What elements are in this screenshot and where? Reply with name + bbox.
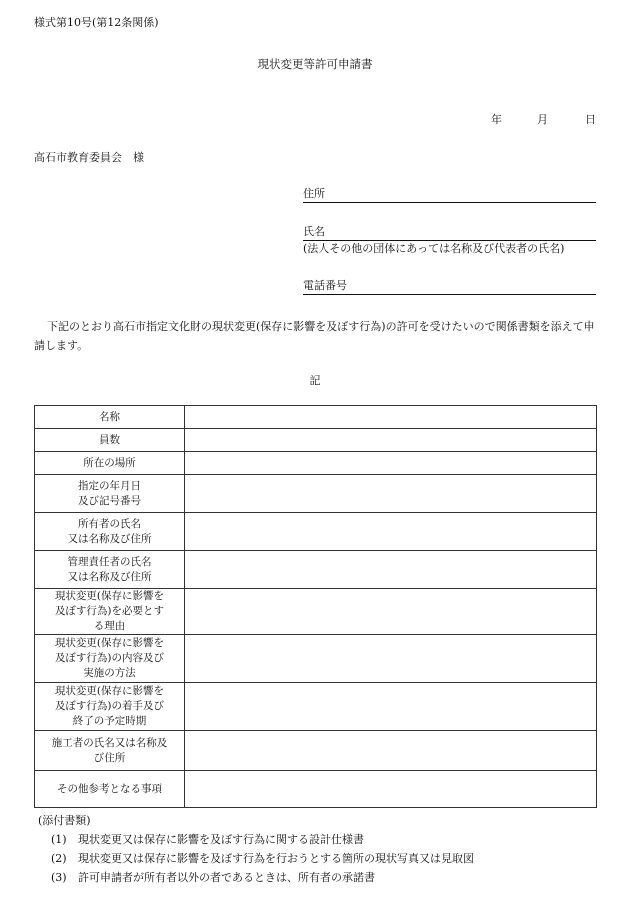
name-label: 氏名 bbox=[303, 225, 325, 238]
row-label-line: 名称 bbox=[99, 410, 120, 423]
row-value-field[interactable] bbox=[185, 771, 597, 808]
date-month-label: 月 bbox=[537, 113, 548, 126]
table-row bbox=[35, 551, 597, 589]
row-label-line: 現状変更(保存に影響を bbox=[54, 590, 165, 602]
table-row bbox=[35, 406, 597, 429]
page-title: 現状変更等許可申請書 bbox=[257, 57, 373, 71]
table-row bbox=[35, 683, 597, 731]
attachment-item bbox=[51, 850, 474, 866]
addressee: 高石市教育委員会 様 bbox=[34, 151, 144, 164]
row-label bbox=[35, 683, 185, 731]
address-label: 住所 bbox=[303, 187, 325, 200]
row-label-line: 施工者の氏名又は名称及 bbox=[51, 736, 168, 749]
row-label-line: る理由 bbox=[93, 620, 126, 632]
name-note: (法人その他の団体にあっては名称及び代表者の氏名) bbox=[303, 242, 565, 255]
row-value-field[interactable] bbox=[185, 406, 597, 429]
ki-heading: 記 bbox=[309, 374, 321, 387]
row-label-line: 又は名称及び住所 bbox=[67, 532, 152, 545]
row-value-field[interactable] bbox=[185, 429, 597, 452]
attachment-number: (1) bbox=[51, 833, 67, 846]
row-label bbox=[35, 406, 185, 429]
name-field[interactable] bbox=[303, 223, 596, 241]
attachment-item bbox=[51, 869, 375, 885]
row-label-line: 終了の予定時期 bbox=[72, 715, 147, 727]
table-row bbox=[35, 635, 597, 683]
row-label bbox=[35, 589, 185, 635]
table-row bbox=[35, 475, 597, 513]
attachment-text: 許可申請者が所有者以外の者であるときは、所有者の承諾書 bbox=[78, 871, 375, 884]
row-label bbox=[35, 429, 185, 452]
row-label-line: 及び記号番号 bbox=[78, 494, 141, 507]
row-label-line: 現状変更(保存に影響を bbox=[54, 637, 165, 649]
row-label-line: 所有者の氏名 bbox=[78, 517, 141, 530]
date-day-label: 日 bbox=[585, 113, 596, 126]
row-label bbox=[35, 635, 185, 683]
table-row bbox=[35, 452, 597, 475]
row-value-field[interactable] bbox=[185, 513, 597, 551]
phone-label: 電話番号 bbox=[303, 279, 347, 292]
attachment-text: 現状変更又は保存に影響を及ぼす行為を行おうとする箇所の現状写真又は見取図 bbox=[78, 852, 474, 865]
application-table bbox=[34, 405, 597, 808]
attachment-item bbox=[51, 831, 364, 847]
row-value-field[interactable] bbox=[185, 452, 597, 475]
row-label-line: び住所 bbox=[93, 751, 126, 764]
row-value-field[interactable] bbox=[185, 475, 597, 513]
row-value-field[interactable] bbox=[185, 635, 597, 683]
row-label-line: 指定の年月日 bbox=[78, 479, 141, 492]
table-row bbox=[35, 731, 597, 771]
row-label-line: 及ぼす行為)の着手及び bbox=[54, 700, 165, 712]
table-row bbox=[35, 429, 597, 452]
row-label bbox=[35, 475, 185, 513]
row-label bbox=[35, 551, 185, 589]
row-label bbox=[35, 452, 185, 475]
row-value-field[interactable] bbox=[185, 683, 597, 731]
row-label-line: その他参考となる事項 bbox=[57, 782, 162, 795]
row-label-line: 現状変更(保存に影響を bbox=[54, 685, 165, 697]
table-row bbox=[35, 771, 597, 808]
attachment-number: (2) bbox=[51, 852, 67, 865]
date-year-label: 年 bbox=[491, 113, 502, 126]
table-row bbox=[35, 589, 597, 635]
row-label-line: 管理責任者の氏名 bbox=[67, 555, 152, 568]
form-number: 様式第10号(第12条関係) bbox=[34, 16, 159, 29]
row-value-field[interactable] bbox=[185, 551, 597, 589]
table-row bbox=[35, 513, 597, 551]
row-label bbox=[35, 731, 185, 771]
address-field[interactable] bbox=[303, 185, 596, 203]
row-label-line: 員数 bbox=[99, 433, 120, 446]
row-label-line: 及ぼす行為)を必要とす bbox=[54, 605, 165, 617]
row-value-field[interactable] bbox=[185, 731, 597, 771]
row-label-line: 実施の方法 bbox=[83, 667, 136, 679]
attachments-title: (添付書類) bbox=[38, 814, 91, 827]
row-label bbox=[35, 771, 185, 808]
row-label-line: 所在の場所 bbox=[83, 456, 136, 469]
row-label-line: 又は名称及び住所 bbox=[67, 570, 152, 583]
row-value-field[interactable] bbox=[185, 589, 597, 635]
attachment-text: 現状変更又は保存に影響を及ぼす行為に関する設計仕様書 bbox=[78, 833, 364, 846]
row-label-line: 及ぼす行為)の内容及び bbox=[54, 652, 165, 664]
attachment-number: (3) bbox=[51, 871, 67, 884]
application-statement: 下記のとおり高石市指定文化財の現状変更(保存に影響を及ぼす行為)の許可を受けたいので関係書類を添えて申請します。 bbox=[34, 320, 595, 352]
phone-field[interactable] bbox=[303, 277, 596, 295]
row-label bbox=[35, 513, 185, 551]
